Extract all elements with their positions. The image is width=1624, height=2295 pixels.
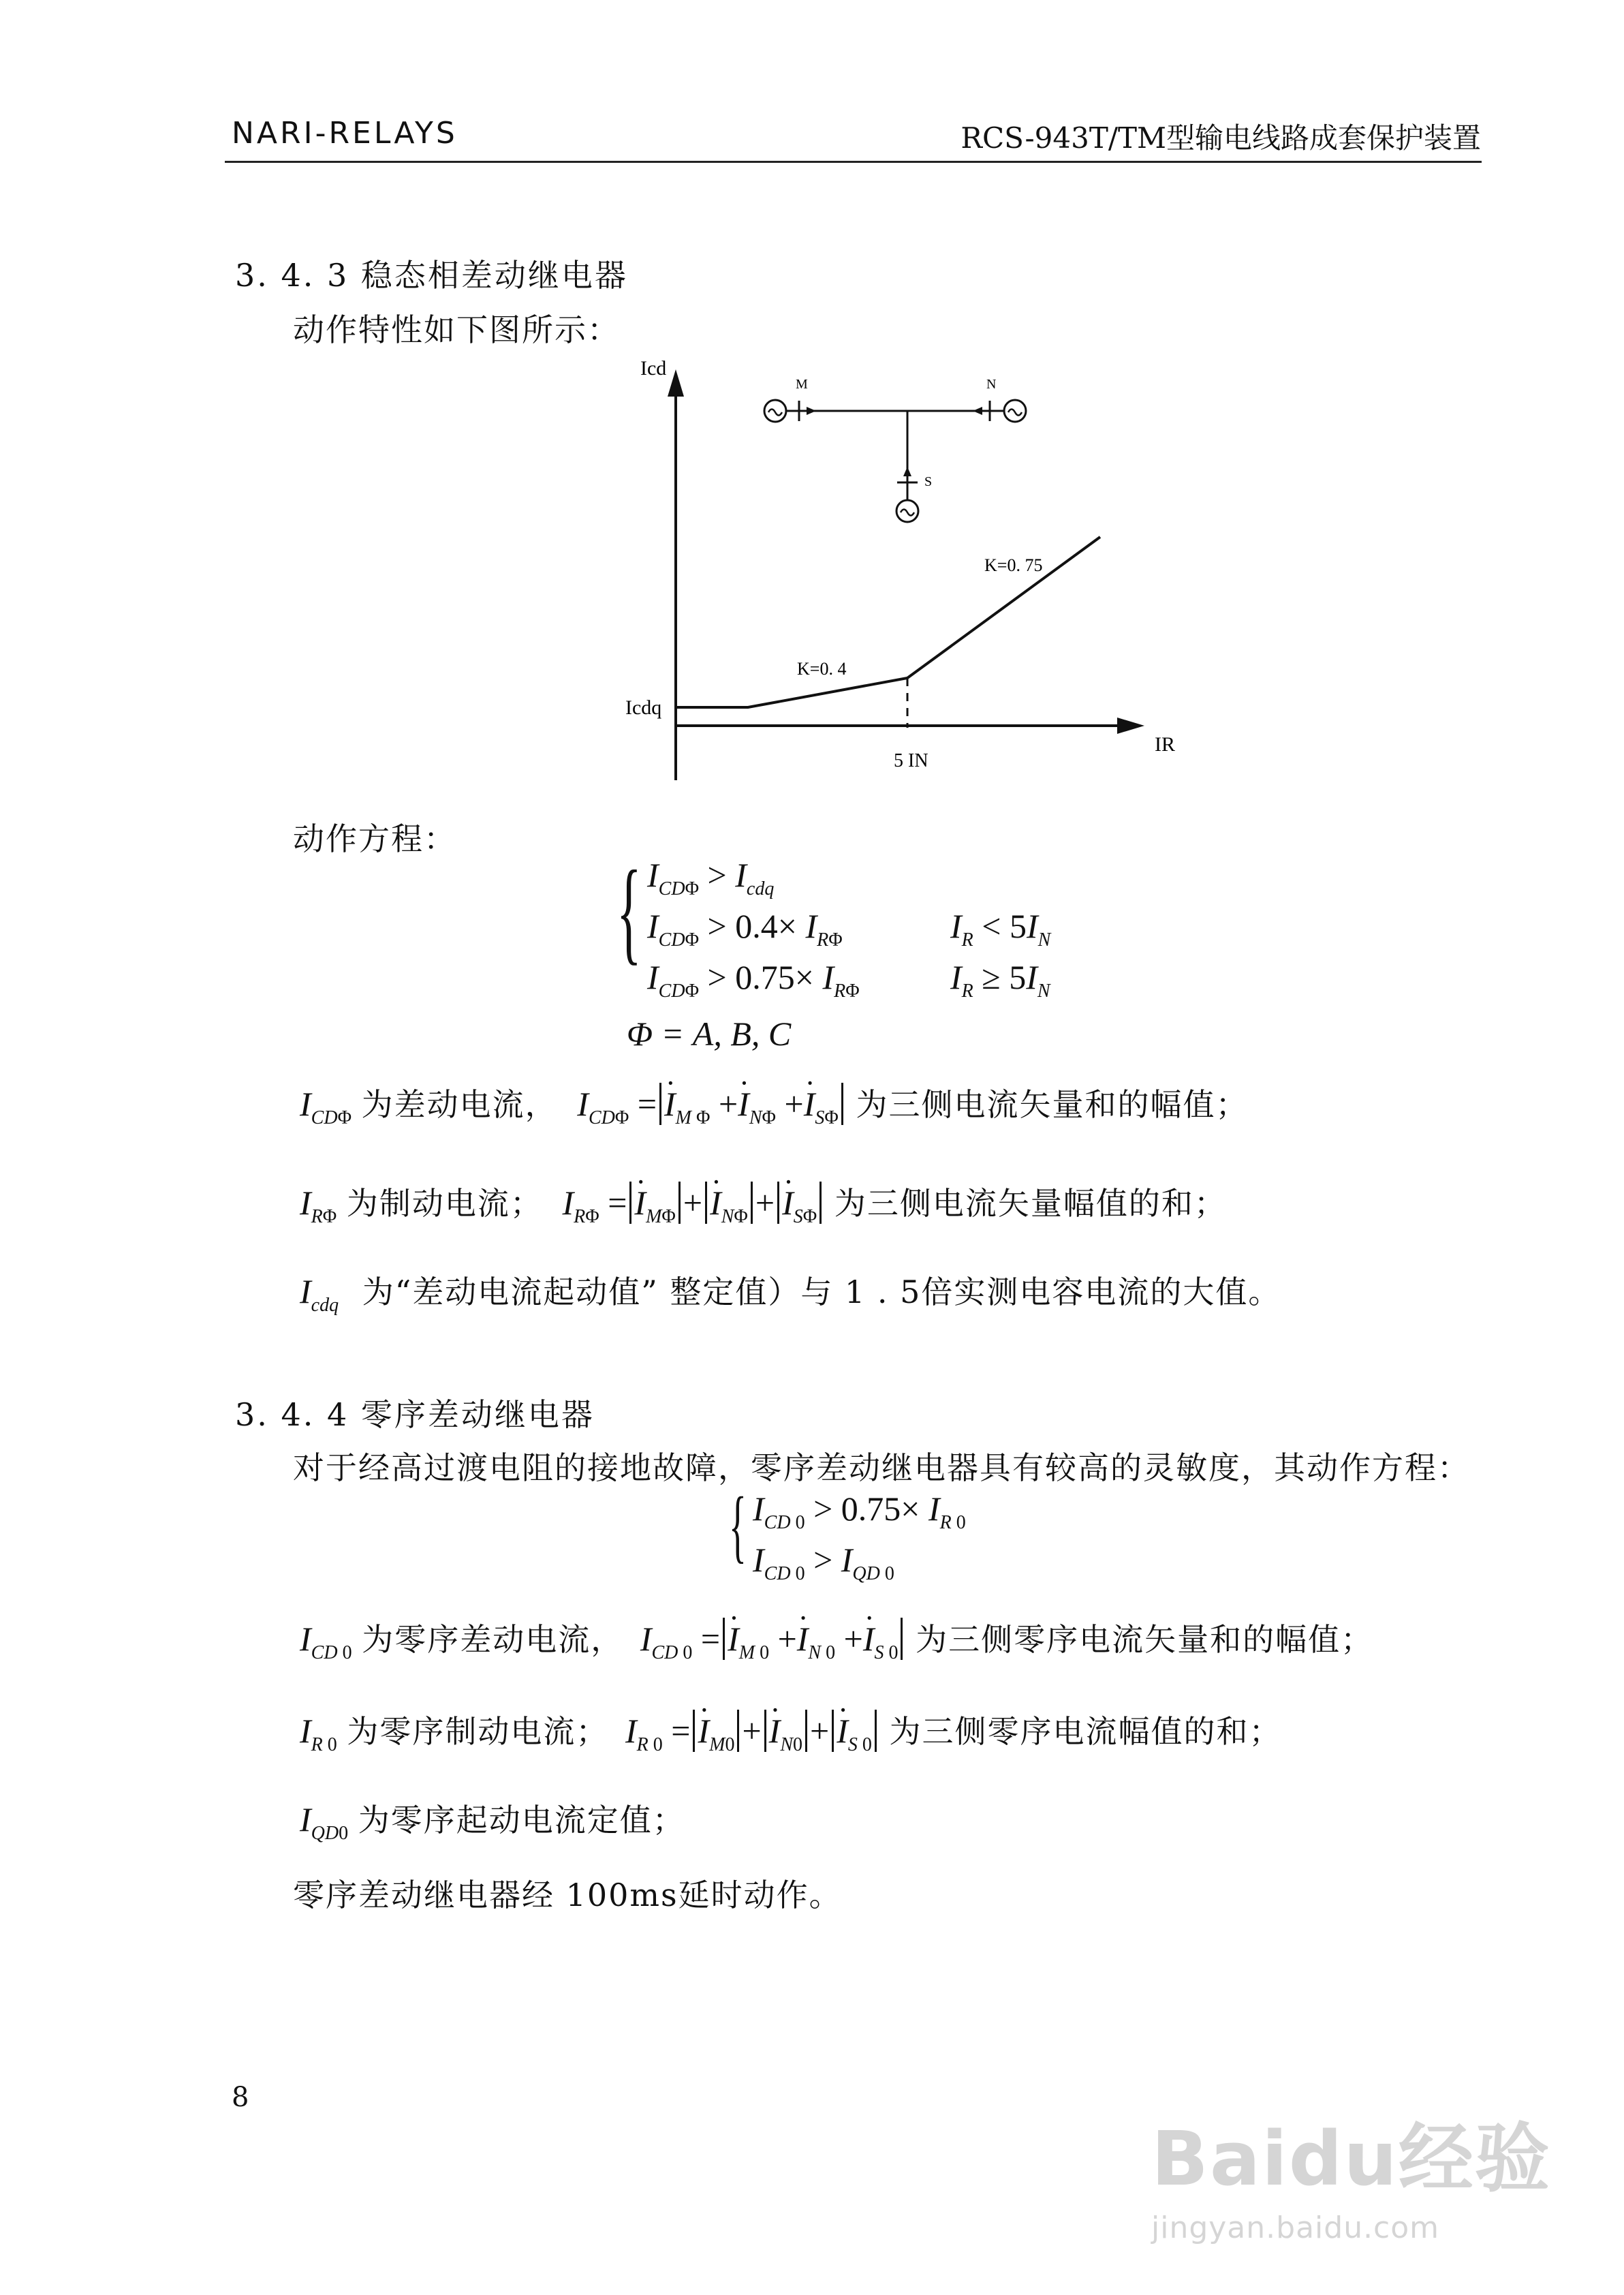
section-3-4-3-title: 3. 4. 3 稳态相差动继电器 <box>235 257 628 294</box>
section-3-4-4-intro: 对于经高过渡电阻的接地故障，零序差动继电器具有较高的灵敏度，其动作方程： <box>293 1449 1470 1486</box>
def-ir0: $I_{R 0}$ 为零序制动电流； $I_{R 0} =\cdot I_{M0} +\cdot I_{N0} +\cdot I_{S 0}$ 为三侧零序电流幅值的和； <box>300 1707 1282 1756</box>
characteristic-diagram <box>599 354 1185 790</box>
arrow-s-icon <box>903 467 911 476</box>
section-3-4-3-intro: 动作特性如下图所示： <box>293 311 620 348</box>
label-s: S <box>924 474 933 489</box>
equation-3-cond: $I_R \ge 5I_N$ <box>950 958 1050 1002</box>
y-axis-label: Icd <box>640 357 667 380</box>
watermark-url: jingyan.baidu.com <box>1151 2211 1440 2245</box>
def-icdq: $I_{cdq}$ 为“差动电流起动值” 整定值）与 1 . 5倍实测电容电流的大值。 <box>300 1272 1281 1316</box>
label-n: N <box>986 377 997 392</box>
label-m: M <box>796 377 808 392</box>
def-icd: $I_{CD\Phi}$ 为差动电流， $I_{CD\Phi} =\cdot I_{M \Phi} +\cdot I_{N\Phi} +\cdot I_{S\Phi}$ 为三侧电流矢量和的幅值； <box>300 1080 1248 1129</box>
slope-label-2: K=0. 75 <box>984 555 1043 575</box>
equation-2: $I_{CD\Phi} > 0.4\times I_{R\Phi}$ <box>647 907 843 951</box>
equation-1: $I_{CD\Phi} > I_{cdq}$ <box>647 856 775 899</box>
slope-label-1: K=0. 4 <box>797 659 847 679</box>
watermark <box>1151 2099 1551 2245</box>
equation-brace-2: { <box>729 1480 747 1571</box>
section-3-4-4-title: 3. 4. 4 零序差动继电器 <box>235 1396 595 1433</box>
system-sketch <box>764 377 1026 522</box>
delay-note: 零序差动继电器经 100ms延时动作。 <box>293 1877 842 1913</box>
equation-brace: { <box>616 847 642 975</box>
arrow-n-icon <box>973 407 982 415</box>
x-axis-label: IR <box>1155 733 1175 756</box>
equation-2-cond: $I_R < 5I_N$ <box>950 907 1051 951</box>
header-rule <box>225 161 1482 163</box>
watermark-brand: Baidu经验 <box>1151 2115 1551 2202</box>
y-axis-arrow <box>668 369 684 397</box>
x-tick-label: 5 IN <box>894 750 928 771</box>
equation-zero-1: $I_{CD 0} > 0.75\times I_{R 0}$ <box>753 1490 966 1533</box>
def-ir: $I_{R\Phi}$ 为制动电流； $I_{R\Phi} =\cdot I_{M\Phi} +\cdot I_{N\Phi} +\cdot I_{S\Phi}$ 为三侧电流矢量幅值的和； <box>300 1179 1227 1228</box>
x-axis-arrow <box>1117 718 1144 734</box>
icdq-label: Icdq <box>625 696 662 719</box>
equation-phi: Φ = A, B, C <box>627 1015 792 1053</box>
def-icd0: $I_{CD 0}$ 为零序差动电流， $I_{CD 0} =\cdot I_{M 0} +\cdot I_{N 0} +\cdot I_{S 0}$ 为三侧零序电流矢量和的幅值； <box>300 1615 1373 1664</box>
header-right: RCS-943T/TM型输电线路成套保护装置 <box>961 121 1481 155</box>
equation-title: 动作方程： <box>293 820 456 857</box>
page-number: 8 <box>232 2082 249 2113</box>
header-left: NARI-RELAYS <box>232 116 458 151</box>
equation-3: $I_{CD\Phi} > 0.75\times I_{R\Phi}$ <box>647 958 860 1002</box>
def-iqd0: $I_{QD0}$ 为零序起动电流定值； <box>300 1800 685 1844</box>
arrow-m-icon <box>807 407 816 415</box>
equation-zero-2: $I_{CD 0} > I_{QD 0}$ <box>753 1541 894 1584</box>
